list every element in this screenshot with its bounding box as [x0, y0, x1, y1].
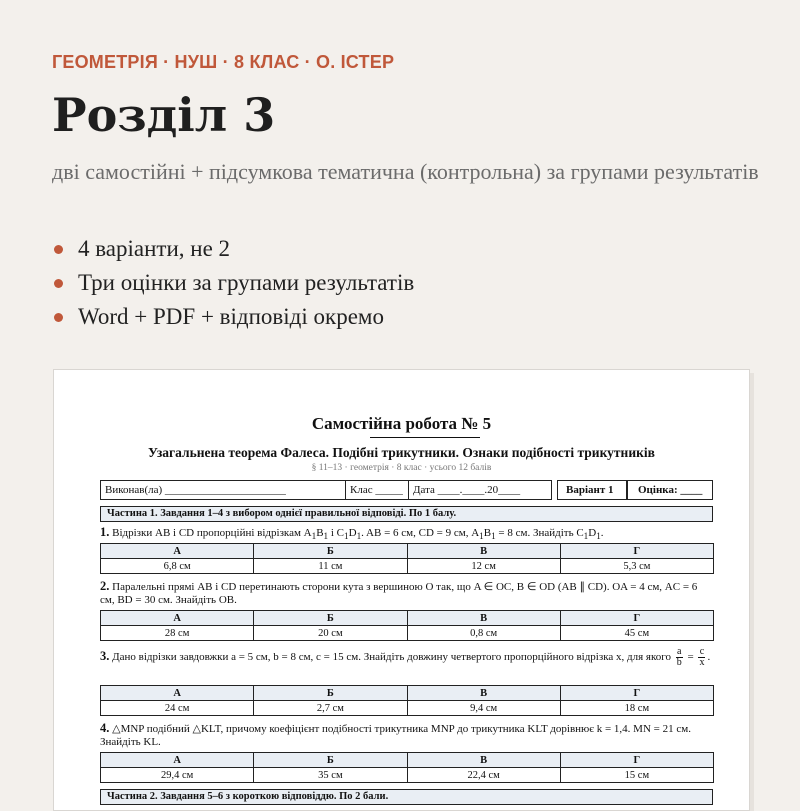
- answer-option: 15 см: [560, 768, 713, 783]
- worksheet-preview: [53, 369, 750, 811]
- question-text: B: [316, 527, 324, 539]
- answer-table-2: [100, 610, 714, 641]
- answer-option: 11 см: [254, 559, 407, 574]
- question-number: 4.: [100, 721, 110, 735]
- subscript: 1: [344, 531, 349, 542]
- question-text: Паралельні прямі AB і CD перетинають сторони кута з вершиною O так, що A ∈ OC, B ∈ OD (AB ∥ CD). OA = 4 см, AC = 6 см, BD = 30 см. Знайдіть OB.: [100, 581, 698, 606]
- question-4: [100, 722, 714, 749]
- worksheet-title: Самостійна робота № 5: [311, 414, 492, 433]
- answer-header: Г: [560, 686, 713, 701]
- class-field: Клас _____: [345, 480, 409, 500]
- answer-header: Б: [254, 686, 407, 701]
- worksheet-subtitle: Узагальнена теорема Фалеса. Подібні трикутники. Ознаки подібності трикутників: [148, 445, 655, 460]
- question-text: D: [588, 527, 597, 539]
- answer-header: Г: [560, 544, 713, 559]
- feature-text: Три оцінки за групами результатів: [78, 270, 415, 295]
- bullet-dot-icon: [54, 279, 63, 288]
- denominator: x: [699, 657, 705, 668]
- answer-option: 28 см: [101, 626, 254, 641]
- answer-header: В: [407, 611, 560, 626]
- answer-header: Г: [560, 611, 713, 626]
- answer-option: 5,3 см: [560, 559, 713, 574]
- feature-text: 4 варіанти, не 2: [78, 236, 231, 261]
- answer-header: А: [101, 544, 254, 559]
- answer-table-4: [100, 752, 714, 783]
- bullet-dot-icon: [54, 245, 63, 254]
- question-text: Відрізки AB і CD пропорційні відрізкам A: [112, 527, 312, 539]
- answer-header: Б: [254, 544, 407, 559]
- variant-field: Варіант 1: [557, 480, 627, 500]
- answer-option: 9,4 см: [407, 701, 560, 716]
- feature-item: [52, 232, 414, 266]
- part1-header: Частина 1. Завдання 1–4 з вибором однієї правильної відповіді. По 1 балу.: [100, 506, 713, 522]
- answer-option: 29,4 см: [101, 768, 254, 783]
- question-number: 1.: [100, 525, 110, 539]
- feature-item: [52, 266, 414, 300]
- question-2: [100, 580, 714, 607]
- worksheet-meta: § 11–13 · геометрія · 8 клас · усього 12 балів: [311, 463, 492, 473]
- subscript: 1: [583, 531, 589, 542]
- fraction-c-x: [698, 647, 705, 668]
- numerator: c: [699, 646, 705, 657]
- question-text: = 8 см. Знайдіть C: [495, 527, 584, 539]
- answer-option: 45 см: [560, 626, 713, 641]
- subscript: 1: [491, 531, 496, 542]
- subscript: 1: [311, 531, 317, 542]
- feature-text: Word + PDF + відповіді окремо: [78, 304, 384, 329]
- answer-option: 35 см: [254, 768, 407, 783]
- subscript: 1: [479, 531, 484, 542]
- title-underline: [370, 437, 480, 438]
- question-text: Дано відрізки завдовжки a = 5 см, b = 8 см, c = 15 см. Знайдіть довжину четвертого пропорційного відрізка x, для якого: [112, 651, 671, 664]
- question-text: . AB = 6 см, CD = 9 см, A: [361, 527, 480, 539]
- answer-option: 24 см: [101, 701, 254, 716]
- answer-header: Б: [254, 753, 407, 768]
- answer-header: Б: [254, 611, 407, 626]
- page-title: Розділ 3: [52, 88, 276, 142]
- question-text: .: [707, 651, 711, 664]
- question-text: B: [483, 527, 492, 539]
- question-1: [100, 526, 714, 543]
- answer-header: А: [101, 753, 254, 768]
- bullet-dot-icon: [54, 313, 63, 322]
- answer-option: 22,4 см: [407, 768, 560, 783]
- feature-item: [52, 300, 414, 334]
- answer-table-3: [100, 685, 714, 716]
- answer-header: В: [407, 544, 560, 559]
- question-text: і C: [328, 527, 345, 539]
- answer-header: А: [101, 686, 254, 701]
- question-3: [100, 647, 714, 668]
- page-subtitle: дві самостійні + підсумкова тематична (контрольна) за групами результатів: [52, 159, 759, 184]
- question-text: .: [600, 527, 604, 539]
- answer-header: В: [407, 753, 560, 768]
- feature-list: [52, 232, 414, 334]
- name-field: Виконав(ла) ______________________: [100, 480, 346, 500]
- subscript: 1: [323, 531, 329, 542]
- subscript: 1: [596, 531, 601, 542]
- answer-option: 18 см: [560, 701, 713, 716]
- answer-option: 6,8 см: [101, 559, 254, 574]
- numerator: a: [677, 646, 682, 657]
- answer-header: В: [407, 686, 560, 701]
- answer-option: 0,8 см: [407, 626, 560, 641]
- answer-table-1: [100, 543, 714, 574]
- question-number: 2.: [100, 579, 110, 593]
- answer-option: 2,7 см: [254, 701, 407, 716]
- question-number: 3.: [100, 649, 110, 664]
- grade-field: Оцінка: ____: [627, 480, 713, 500]
- course-kicker: ГЕОМЕТРІЯ · НУШ · 8 КЛАС · О. ІСТЕР: [52, 52, 395, 72]
- question-text: △MNP подібний △KLT, причому коефіцієнт подібності трикутника MNP до трикутника KLT дорівнює k = 1,4. MN = 21 см. Знайдіть KL.: [100, 723, 691, 748]
- answer-option: 20 см: [254, 626, 407, 641]
- answer-header: А: [101, 611, 254, 626]
- date-field: Дата ____.____.20____: [408, 480, 552, 500]
- denominator: b: [676, 657, 682, 668]
- answer-option: 12 см: [407, 559, 560, 574]
- subscript: 1: [356, 531, 362, 542]
- answer-header: Г: [560, 753, 713, 768]
- fraction-a-b: [676, 647, 683, 668]
- part2-header: Частина 2. Завдання 5–6 з короткою відповіддю. По 2 бали.: [100, 789, 713, 805]
- equals-sign: =: [687, 651, 694, 664]
- question-text: D: [348, 527, 357, 539]
